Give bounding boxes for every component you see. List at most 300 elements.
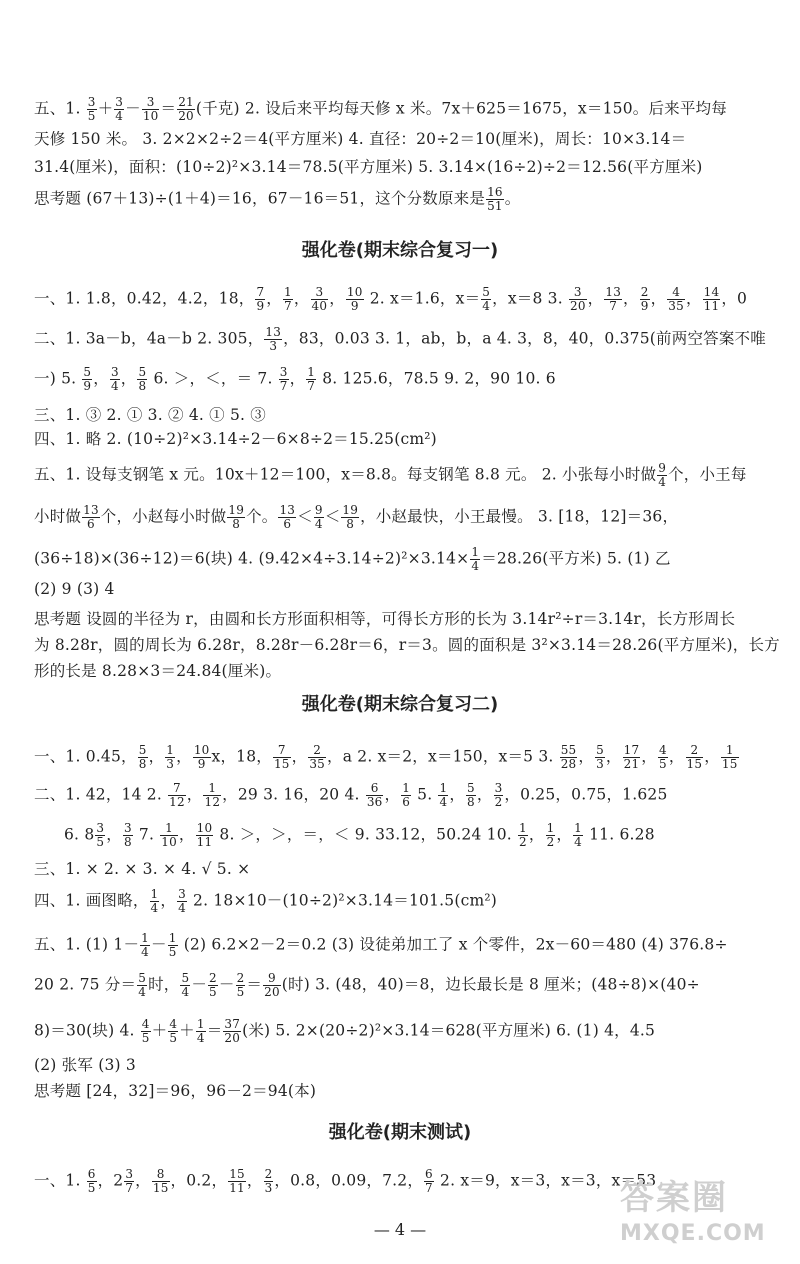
denominator: 5: [209, 985, 217, 999]
denominator: 9: [83, 379, 92, 393]
numerator: 1: [168, 931, 177, 945]
numerator: 5: [138, 365, 147, 379]
denominator: 8: [138, 379, 147, 393]
section-title: 强化卷(期末综合复习一): [301, 240, 499, 261]
answer-line: 6. 8 $\frac{3}{5}$ ， $\frac{3}{8}$ 7. $\frac{1}{10}$ ， $\frac{10}{11}$ 8. ＞，＞，＝，＜ 9. 33.12，50.24 10. $\frac{1}{2}$ ， $\frac{1}{2}$ ， $\frac{1}{4}$ 11. 6.28: [64, 821, 655, 849]
denominator: 5: [87, 109, 96, 123]
fraction: [180, 972, 190, 999]
fraction: [308, 744, 326, 771]
numerator: 1: [203, 782, 221, 796]
answer-line: [34, 462, 774, 489]
numerator: 15: [229, 1167, 245, 1181]
denominator: 3: [166, 757, 175, 771]
numerator: 3: [494, 781, 503, 795]
denominator: 4: [141, 945, 150, 959]
denominator: 20: [569, 299, 586, 313]
fraction: [438, 782, 448, 809]
line-text: 2. x＝9，x＝3，x＝3，x＝53: [434, 1171, 657, 1190]
fraction: [236, 972, 246, 999]
denominator: 4: [574, 835, 582, 849]
numerator: 7: [168, 782, 186, 796]
line-text: ，0.25，0.75，1.625: [504, 785, 668, 804]
page-number: — 4 —: [373, 1220, 427, 1239]
numerator: 5: [467, 781, 475, 795]
denominator: 9: [350, 299, 359, 313]
fraction: [123, 822, 133, 849]
fraction: [283, 286, 293, 313]
numerator: 1: [546, 821, 555, 835]
numerator: 9: [314, 503, 323, 517]
fraction: [640, 286, 650, 313]
line-text: 一、1. 1.8，0.42，4.2，18，: [34, 289, 255, 308]
numerator: 1: [150, 887, 159, 901]
numerator: 5: [596, 743, 604, 757]
answer-line: [34, 660, 774, 682]
denominator: 11: [196, 835, 213, 849]
fraction: [87, 96, 97, 123]
denominator: 8: [346, 517, 355, 531]
numerator: 3: [125, 1167, 134, 1181]
denominator: 4: [150, 901, 159, 915]
denominator: 8: [232, 517, 241, 531]
denominator: 15: [273, 757, 290, 771]
numerator: 7: [256, 285, 265, 299]
line-text: 形的长是 8.28×3＝24.84(厘米)。: [34, 662, 282, 680]
fraction: [314, 504, 324, 531]
line-text: 20 2. 75 分＝: [34, 975, 137, 994]
answer-line: 五、1. $\frac{3}{5}$ ＋ $\frac{3}{4}$ － $\frac{3}{10}$ ＝ $\frac{21}{20}$ (千克) 2. 设后来平均每天修 x 米。7x＋625＝1675，x＝150。后来平均每: [34, 95, 727, 123]
line-text: ，29 3. 16，20 4.: [222, 785, 365, 804]
numerator: 13: [265, 325, 282, 339]
denominator: 5: [169, 1031, 178, 1045]
line-text: x，18，: [211, 747, 272, 766]
numerator: 55: [560, 743, 577, 757]
line-text: 时，: [148, 975, 180, 994]
denominator: 5: [168, 945, 177, 959]
numerator: 10: [193, 743, 210, 757]
fraction: [263, 972, 281, 999]
numerator: 3: [123, 821, 132, 835]
answer-line: [34, 128, 774, 150]
numerator: 2: [264, 1167, 273, 1181]
numerator: 1: [196, 1017, 205, 1031]
numerator: 19: [342, 503, 359, 517]
numerator: 10: [346, 285, 363, 299]
answer-line: [34, 578, 774, 600]
line-text: 一、1.: [34, 1171, 86, 1190]
denominator: 3: [264, 1181, 273, 1195]
denominator: 5: [658, 757, 667, 771]
numerator: 2: [236, 971, 245, 985]
denominator: 4: [115, 109, 124, 123]
line-text: 8)＝30(块) 4.: [34, 1021, 140, 1040]
fraction: [82, 366, 92, 393]
fraction: [196, 1018, 206, 1045]
denominator: 8: [467, 795, 475, 809]
fraction: [278, 504, 296, 531]
line-text: 个，小赵每小时做: [100, 507, 227, 526]
numerator: 3: [115, 95, 124, 109]
line-text: 为 8.28r，圆的周长为 6.28r，8.28r－6.28r＝6，r＝3。圆的面积是 3²×3.14＝28.26(平方厘米)，长方: [34, 636, 780, 654]
fraction: [255, 286, 265, 313]
numerator: 13: [279, 503, 296, 517]
fraction: [160, 822, 178, 849]
numerator: 4: [658, 743, 667, 757]
answer-line: 小时做 $\frac{13}{6}$ 个，小赵每小时做 $\frac{19}{8}$ 个。 $\frac{13}{6}$ ＜ $\frac{9}{4}$ ＜ $\frac{19}{8}$ ，小赵最快，小王最慢。 3. [18，12]＝36，: [34, 503, 679, 531]
numerator: 10: [196, 821, 213, 835]
answer-line: [34, 156, 774, 178]
fraction: [168, 932, 178, 959]
line-text: 5.: [412, 785, 438, 804]
denominator: 10: [142, 109, 159, 123]
fraction: [686, 744, 704, 771]
fraction: [95, 822, 105, 849]
denominator: 28: [560, 757, 577, 771]
line-text: (2) 张军 (3) 3: [34, 1056, 136, 1074]
line-text: ＝28.26(平方米) 5. (1) 乙: [481, 549, 671, 568]
answer-line: [34, 858, 774, 880]
denominator: 15: [721, 757, 738, 771]
numerator: 3: [96, 821, 105, 835]
fraction: [481, 286, 491, 313]
fraction: [494, 782, 504, 809]
denominator: 10: [161, 835, 177, 849]
numerator: 1: [402, 781, 411, 795]
line-text: 2. 18×10－(10÷2)²×3.14＝101.5(cm²): [187, 891, 498, 910]
fraction: [667, 286, 685, 313]
answer-line: 一) 5. $\frac{5}{9}$ ， $\frac{3}{4}$ ， $\frac{5}{8}$ 6. ＞，＜，＝ 7. $\frac{3}{7}$ ， $\frac{1}{7}$ 8. 125.6，78.5 9. 2，90 10. 6: [34, 365, 556, 393]
line-text: 一、1. 0.45，: [34, 747, 137, 766]
answer-line: 四、1. 画图略， $\frac{1}{4}$ ， $\frac{3}{4}$ 2. 18×10－(10÷2)²×3.14＝101.5(cm²): [34, 887, 498, 915]
fraction: [486, 186, 504, 213]
fraction: [273, 744, 291, 771]
numerator: 2: [686, 744, 704, 758]
denominator: 4: [439, 795, 448, 809]
denominator: 7: [307, 379, 316, 393]
fraction: [623, 744, 641, 771]
denominator: 40: [311, 299, 328, 313]
denominator: 9: [197, 757, 206, 771]
line-text: 一) 5.: [34, 369, 82, 388]
line-text: 三、1. × 2. × 3. × 4. √ 5. ×: [34, 860, 251, 878]
answer-line: [34, 428, 774, 450]
denominator: 20: [264, 985, 280, 999]
line-text: 11. 6.28: [583, 825, 655, 844]
denominator: 21: [623, 757, 640, 771]
denominator: 15: [686, 757, 703, 771]
denominator: 3: [596, 757, 604, 771]
numerator: 21: [178, 95, 194, 109]
denominator: 2: [546, 835, 555, 849]
denominator: 7: [609, 299, 618, 313]
fraction: [137, 366, 147, 393]
answer-line: 8)＝30(块) 4. $\frac{4}{5}$ ＋ $\frac{4}{5}$ ＋ $\frac{1}{4}$ ＝ $\frac{37}{20}$ (米) 5. 2×(20÷2)²×3.14＝628(平方厘米) 6. (1) 4，4.5: [34, 1017, 656, 1045]
answer-line: 一、1. 1.8，0.42，4.2，18， $\frac{7}{9}$ ， $\frac{1}{7}$ ， $\frac{3}{40}$ ， $\frac{10}{9}$ 2. x＝1.6，x＝ $\frac{5}{4}$ ，x＝8 3. $\frac{3}{20}$ ， $\frac{13}{7}$ ， $\frac{2}{9}$ ， $\frac{4}{35}$ ， $\frac{14}{11}$ ，0: [34, 285, 748, 313]
numerator: 1: [307, 365, 316, 379]
fraction: [193, 744, 211, 771]
denominator: 11: [703, 299, 720, 313]
numerator: 37: [224, 1017, 241, 1031]
denominator: 4: [178, 901, 186, 915]
answer-line: 一、1. 0.45， $\frac{5}{8}$ ， $\frac{1}{3}$ ， $\frac{10}{9}$ x，18， $\frac{7}{15}$ ， $\frac{2}{35}$ ，a 2. x＝2，x＝150，x＝5 3. $\frac{55}{28}$ ， $\frac{5}{3}$ ， $\frac{17}{21}$ ， $\frac{4}{5}$ ， $\frac{2}{15}$ ， $\frac{1}{15}$: [34, 743, 738, 771]
line-text: (米) 5. 2×(20÷2)²×3.14＝628(平方厘米) 6. (1) 4，4.5: [242, 1021, 656, 1040]
fraction: [152, 1168, 170, 1195]
denominator: 20: [178, 109, 194, 123]
denominator: 12: [169, 795, 185, 809]
fraction: [140, 932, 150, 959]
fraction: [569, 286, 587, 313]
answer-line: 20 2. 75 分＝ $\frac{5}{4}$ 时， $\frac{5}{4}$ － $\frac{2}{5}$ － $\frac{2}{5}$ ＝ $\frac{9}{20}$ (时) 3. (48，40)＝8，边长最长是 8 厘米；(48÷8)×(40÷: [34, 971, 700, 999]
numerator: 4: [141, 1017, 150, 1031]
fraction: [150, 888, 160, 915]
fraction: [595, 744, 605, 771]
fraction: [657, 462, 667, 489]
denominator: 9: [640, 299, 649, 313]
denominator: 7: [284, 299, 292, 313]
denominator: 2: [519, 835, 527, 849]
denominator: 36: [366, 795, 383, 809]
line-text: 8. ＞，＞，＝，＜ 9. 33.12，50.24 10.: [214, 825, 518, 844]
fraction: [227, 504, 245, 531]
line-text: 8. 125.6，78.5 9. 2，90 10. 6: [317, 369, 556, 388]
section-title: 强化卷(期末综合复习二): [301, 694, 499, 715]
denominator: 4: [471, 559, 480, 573]
fraction: [604, 286, 622, 313]
numerator: 7: [273, 744, 291, 758]
fraction: [264, 326, 282, 353]
fraction: [124, 1168, 134, 1195]
fraction: [110, 366, 120, 393]
denominator: 5: [236, 985, 245, 999]
numerator: 6: [425, 1167, 433, 1181]
answer-line: [34, 546, 774, 573]
numerator: 16: [487, 185, 503, 199]
numerator: 1: [721, 744, 739, 758]
numerator: 14: [703, 285, 720, 299]
numerator: 6: [87, 1167, 96, 1181]
denominator: 3: [269, 339, 278, 353]
denominator: 4: [110, 379, 119, 393]
line-text: ，83，0.03 3. 1，ab，b，a 4. 3，8，40，0.375(前两空答案不唯: [283, 329, 766, 348]
line-text: ，0.2，: [170, 1171, 228, 1190]
fraction: [560, 744, 578, 771]
denominator: 11: [229, 1181, 245, 1195]
numerator: 13: [83, 503, 99, 517]
line-text: ，a 2. x＝2，x＝150，x＝5 3.: [327, 747, 559, 766]
line-text: 四、1. 略 2. (10÷2)²×3.14÷2－6×8÷2＝15.25(cm²): [34, 430, 437, 448]
fraction: [306, 366, 316, 393]
watermark-url: MXQE.COM: [620, 1221, 766, 1246]
numerator: 5: [138, 743, 147, 757]
line-text: 三、1. ③ 2. ① 3. ② 4. ① 5. ③: [34, 406, 266, 424]
denominator: 4: [138, 985, 147, 999]
line-text: 个。: [246, 507, 278, 526]
denominator: 20: [224, 1031, 241, 1045]
numerator: 5: [482, 285, 491, 299]
numerator: 1: [284, 285, 292, 299]
fraction: [137, 972, 147, 999]
fraction: [223, 1018, 241, 1045]
fraction: [721, 744, 739, 771]
fraction: [546, 822, 556, 849]
numerator: 1: [439, 781, 448, 795]
line-text: 二、1. 42，14 2.: [34, 785, 168, 804]
fraction: [165, 744, 175, 771]
line-text: 思考题 [24，32]＝96，96－2＝94(本): [34, 1082, 317, 1100]
line-text: ，0.8，0.09，7.2，: [274, 1171, 424, 1190]
line-text: 6. ＞，＜，＝ 7.: [148, 369, 278, 388]
line-text: 二、1. 3a－b，4a－b 2. 305，: [34, 329, 264, 348]
denominator: 7: [425, 1181, 433, 1195]
fraction: [346, 286, 364, 313]
fraction: [658, 744, 668, 771]
line-text: 7.: [133, 825, 160, 844]
denominator: 6: [87, 517, 95, 531]
numerator: 8: [152, 1168, 170, 1182]
numerator: 2: [640, 285, 649, 299]
line-text: (2) 6.2×2－2＝0.2 (3) 设徒弟加工了 x 个零件，2x－60＝480 (4) 376.8÷: [178, 935, 728, 954]
numerator: 9: [263, 972, 281, 986]
answer-line: [34, 1054, 774, 1076]
numerator: 1: [166, 743, 175, 757]
fraction: [138, 744, 148, 771]
fraction: [177, 888, 187, 915]
watermark-logo: [620, 1170, 790, 1260]
fraction: [203, 782, 221, 809]
answer-line: 思考题 (67＋13)÷(1＋4)＝16，67－16＝51，这个分数原来是 $\frac{16}{51}$ 。: [34, 185, 521, 213]
line-text: (2) 9 (3) 4: [34, 580, 115, 598]
fraction: [470, 546, 480, 573]
answer-line: [34, 326, 774, 353]
section-title: 强化卷(期末测试): [328, 1122, 472, 1143]
denominator: 2: [494, 795, 503, 809]
fraction: [87, 1168, 97, 1195]
fraction: [208, 972, 218, 999]
fraction: [703, 286, 721, 313]
denominator: 35: [309, 757, 326, 771]
line-text: 思考题 设圆的半径为 r，由圆和长方形面积相等，可得长方形的长为 3.14r²÷r＝3.14r，长方形周长: [34, 610, 736, 628]
fraction: [142, 96, 160, 123]
line-text: ，小赵最快，小王最慢。 3. [18，12]＝36，: [360, 507, 679, 526]
numerator: 3: [311, 286, 329, 300]
denominator: 4: [314, 517, 323, 531]
fraction: [177, 96, 195, 123]
answer-line: [34, 634, 780, 656]
numerator: 5: [138, 971, 147, 985]
answer-line: 五、1. (1) 1－ $\frac{1}{4}$ － $\frac{1}{5}$ (2) 6.2×2－2＝0.2 (3) 设徒弟加工了 x 个零件，2x－60＝480 (4) 376.8÷: [34, 931, 728, 959]
fraction: [141, 1018, 151, 1045]
numerator: 5: [83, 365, 92, 379]
answer-line: [34, 608, 774, 630]
line-text: 五、1. 设每支钢笔 x 元。10x＋12＝100，x＝8.8。每支钢笔 8.8 元。 2. 小张每小时做: [34, 465, 657, 484]
fraction: [311, 286, 329, 313]
denominator: 5: [141, 1031, 150, 1045]
answer-line: [34, 404, 774, 426]
line-text: 2. x＝1.6，x＝: [364, 289, 481, 308]
denominator: 5: [87, 1181, 96, 1195]
numerator: 5: [181, 971, 190, 985]
denominator: 4: [658, 475, 667, 489]
fraction: [341, 504, 359, 531]
numerator: 3: [87, 95, 96, 109]
line-text: 思考题 (67＋13)÷(1＋4)＝16，67－16＝51，这个分数原来是: [34, 189, 486, 208]
line-text: 天修 150 米。 3. 2×2×2÷2＝4(平方厘米) 4. 直径：20÷2＝10(厘米)，周长：10×3.14＝: [34, 130, 687, 148]
fraction: [82, 504, 100, 531]
numerator: 1: [160, 822, 178, 836]
fraction: [264, 1168, 274, 1195]
line-text: (时) 3. (48，40)＝8，边长最长是 8 厘米；(48÷8)×(40÷: [281, 975, 700, 994]
fraction: [573, 822, 583, 849]
numerator: 1: [141, 931, 150, 945]
fraction: [518, 822, 528, 849]
numerator: 3: [569, 286, 587, 300]
numerator: 9: [658, 461, 667, 475]
numerator: 4: [667, 286, 685, 300]
denominator: 4: [196, 1031, 205, 1045]
line-text: ，x＝8 3.: [492, 289, 568, 308]
answer-line: 一、1. $\frac{6}{5}$ ，2 $\frac{3}{7}$ ， $\frac{8}{15}$ ，0.2， $\frac{15}{11}$ ， $\frac{2}{3}$ ，0.8，0.09，7.2， $\frac{6}{7}$ 2. x＝9，x＝3，x＝3，x＝53: [34, 1167, 657, 1195]
denominator: 6: [402, 795, 411, 809]
fraction: [228, 1168, 246, 1195]
line-text: 31.4(厘米)，面积：(10÷2)²×3.14＝78.5(平方厘米) 5. 3.14×(16÷2)÷2＝12.56(平方厘米): [34, 158, 703, 176]
numerator: 2: [308, 744, 326, 758]
numerator: 3: [178, 887, 186, 901]
numerator: 2: [209, 971, 217, 985]
numerator: 6: [366, 782, 384, 796]
numerator: 13: [605, 285, 622, 299]
denominator: 5: [96, 835, 105, 849]
line-text: 小时做: [34, 507, 82, 526]
numerator: 17: [623, 743, 640, 757]
numerator: 1: [574, 821, 582, 835]
line-text: 四、1. 画图略，: [34, 891, 149, 910]
denominator: 51: [487, 199, 503, 213]
denominator: 4: [482, 299, 491, 313]
answer-line: [34, 1080, 774, 1102]
denominator: 8: [138, 757, 147, 771]
numerator: 3: [110, 365, 119, 379]
fraction: [366, 782, 384, 809]
denominator: 15: [152, 1181, 169, 1195]
denominator: 12: [204, 795, 221, 809]
fraction: [279, 366, 289, 393]
numerator: 3: [279, 365, 288, 379]
numerator: 3: [142, 96, 160, 110]
line-text: (36÷18)×(36÷12)＝6(块) 4. (9.42×4÷3.14÷2)²×3.14×: [34, 549, 470, 568]
denominator: 7: [125, 1181, 134, 1195]
line-text: 6. 8: [64, 825, 95, 844]
denominator: 7: [279, 379, 288, 393]
denominator: 4: [181, 985, 190, 999]
line-text: 个，小王每: [668, 465, 747, 484]
fraction: [196, 822, 214, 849]
denominator: 6: [283, 517, 292, 531]
numerator: 4: [169, 1017, 178, 1031]
fraction: [424, 1168, 434, 1195]
numerator: 19: [228, 503, 245, 517]
fraction: [168, 782, 186, 809]
fraction: [168, 1018, 178, 1045]
watermark-text: 答案圈: [620, 1178, 728, 1218]
denominator: 9: [256, 299, 265, 313]
answer-line: 二、1. 42，14 2. $\frac{7}{12}$ ， $\frac{1}{12}$ ，29 3. 16，20 4. $\frac{6}{36}$ ， $\frac{1}{6}$ 5. $\frac{1}{4}$ ， $\frac{5}{8}$ ， $\frac{3}{2}$ ，0.25，0.75，1.625: [34, 781, 668, 809]
fraction: [401, 782, 411, 809]
numerator: 1: [471, 545, 480, 559]
line-text: 五、1. (1) 1－: [34, 935, 140, 954]
denominator: 35: [668, 299, 684, 313]
line-text: 五、1.: [34, 99, 86, 118]
numerator: 1: [519, 821, 527, 835]
